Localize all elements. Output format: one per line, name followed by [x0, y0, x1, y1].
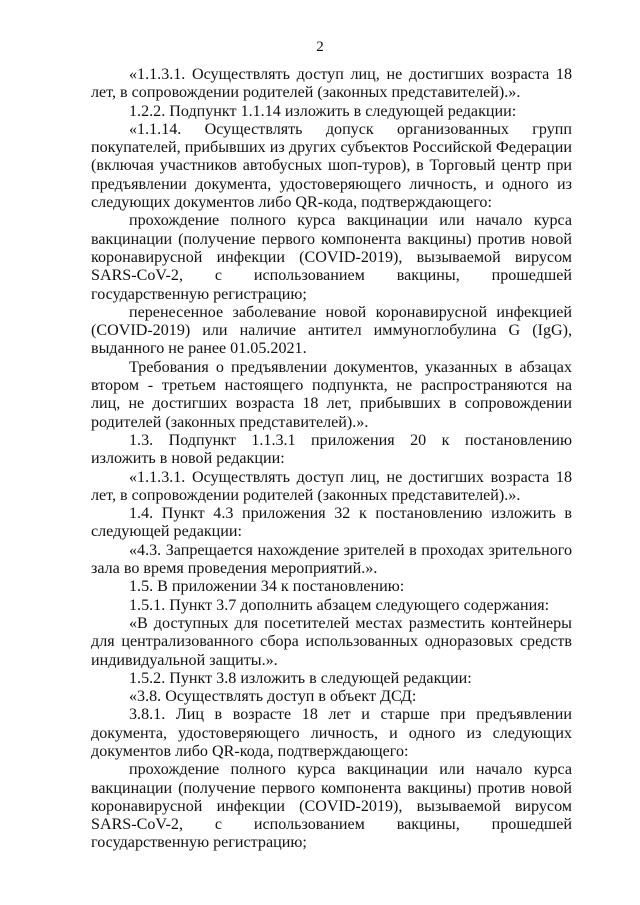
document-body [91, 66, 572, 853]
paragraph-1-2-2: 1.2.2. Подпункт 1.1.14 изложить в следующей редакции: [129, 102, 517, 120]
paragraph-vaccination-condition: прохождение полного курса вакцинации или начало курса вакцинации (получение первого компонента вакцины) против новой коронавирусной инфекции (COVID-2019), вызываемой вирусом SARS-CoV-2, с использованием вакцины, прошедшей государственную регистрацию; [91, 212, 572, 303]
paragraph-1-5: 1.5. В приложении 34 к постановлению: [129, 578, 405, 596]
paragraph-1-3: 1.3. Подпункт 1.1.3.1 приложения 20 к постановлению изложить в новой редакции: [91, 431, 572, 468]
paragraph-1-5-2: 1.5.2. Пункт 3.8 изложить в следующей редакции: [129, 669, 472, 687]
paragraph-past-illness-condition: перенесенное заболевание новой коронавирусной инфекцией (COVID-2019) или наличие антител иммуноглобулина G (IgG), выданного не ранее 01.05.2021. [91, 303, 572, 358]
paragraph-containers-quote: «В доступных для посетителей местах разместить контейнеры для централизованного сбора использованных одноразовых средств индивидуальной защиты.». [91, 614, 572, 669]
paragraph-1-1-14-quote: «1.1.14. Осуществлять допуск организованных групп покупателей, прибывших из других субъектов Российской Федерации (включая участников автобусных шоп-туров), в Торговый центр при предъявлении документа, удостоверяющего личность, и одного из следующих документов либо QR-кода, подтверждающего: [91, 120, 572, 212]
paragraph-1-1-3-1-new-quote: «1.1.3.1. Осуществлять доступ лиц, не достигших возраста 18 лет, в сопровождении родителей (законных представителей).». [91, 468, 572, 504]
paragraph-minors-exemption: Требования о предъявлении документов, указанных в абзацах втором - третьем настоящего подпункта, не распространяются на лиц, не достигших возраста 18 лет, прибывших в сопровождении родителей (законных представителей).». [91, 358, 572, 431]
paragraph-1-4: 1.4. Пункт 4.3 приложения 32 к постановлению изложить в следующей редакции: [91, 505, 572, 541]
paragraph-1-1-3-1-quote: «1.1.3.1. Осуществлять доступ лиц, не достигших возраста 18 лет, в сопровождении родителей (законных представителей).». [91, 66, 572, 102]
paragraph-4-3-quote: «4.3. Запрещается нахождение зрителей в проходах зрительного зала во время проведения мероприятий.». [91, 541, 572, 578]
paragraph-vaccination-condition-2: прохождение полного курса вакцинации или начало курса вакцинации (получение первого компонента вакцины) против новой коронавирусной инфекции (COVID-2019), вызываемой вирусом SARS-CoV-2, с использованием вакцины, прошедшей государственную регистрацию; [91, 761, 572, 852]
paragraph-1-5-1: 1.5.1. Пункт 3.7 дополнить абзацем следующего содержания: [129, 596, 550, 614]
paragraph-3-8-quote: «3.8. Осуществлять доступ в объект ДСД: [129, 688, 417, 706]
paragraph-3-8-1: 3.8.1. Лиц в возрасте 18 лет и старше при предъявлении документа, удостоверяющего личность, и одного из следующих документов либо QR-кода, подтверждающего: [91, 706, 572, 760]
page-number: 2 [316, 39, 324, 55]
